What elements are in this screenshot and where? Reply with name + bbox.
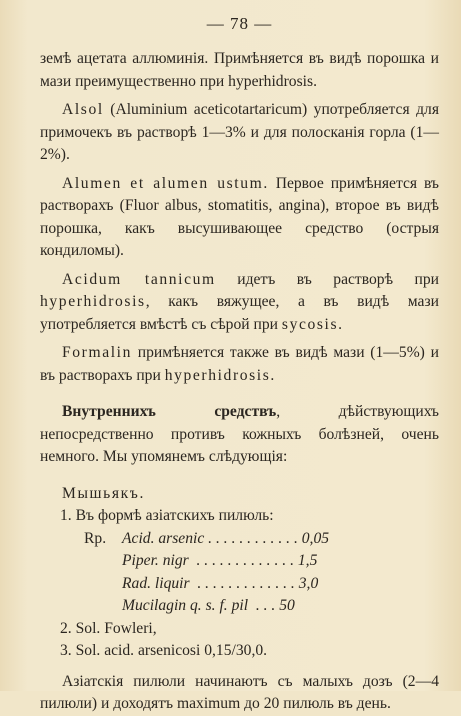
tannicum-text-b: , какъ вяжущее, а въ видѣ мази употребляется вмѣстѣ съ сѣрой при xyxy=(40,293,439,333)
list-item xyxy=(40,618,439,641)
arsenic-heading: Мышьякъ. xyxy=(62,484,145,502)
recipe-ingredient: Piper. nigr . . . . . . . . . . . . . xyxy=(122,552,294,569)
recipe-prefix-blank xyxy=(84,573,122,596)
internal-heading: Внутреннихъ средствъ xyxy=(62,403,277,420)
recipe-quantity: 3,0 xyxy=(298,574,319,592)
term-alsol: Alsol xyxy=(62,101,104,118)
list-number: 3. xyxy=(60,642,72,659)
term-hyperhidrosis: hyperhidrosis xyxy=(40,293,146,310)
arsenic-list-continued xyxy=(40,618,439,663)
term-alumen: Alumen et alumen ustum. xyxy=(62,174,269,192)
paragraph-alumen xyxy=(40,173,439,263)
term-tannicum: Acidum tannicum xyxy=(62,270,216,288)
recipe-row xyxy=(84,550,439,573)
recipe xyxy=(40,528,439,618)
recipe-quantity: 50 xyxy=(279,597,295,614)
recipe-prefix-blank xyxy=(84,595,122,618)
list-number: 2. xyxy=(60,619,72,637)
term-formalin: Formalin xyxy=(62,344,132,361)
paragraph-alsol xyxy=(40,99,439,167)
formalin-text: примѣняется также въ видѣ мази (1—5%) и въ растворахъ при xyxy=(40,344,439,384)
recipe-row xyxy=(84,573,439,596)
page-number: — 78 — xyxy=(206,14,273,33)
paragraph-last: Азіатскія пилюли начинаютъ съ малыхъ дозъ (2—4 пилюли) и доходятъ maximum до 20 пилюль въ день. xyxy=(40,672,439,712)
list-item xyxy=(40,505,439,528)
recipe-row xyxy=(84,595,439,618)
recipe-ingredient: Mucilagin q. s. f. pil . . . xyxy=(122,597,276,614)
paragraph-1: земѣ ацетата аллюминія. Примѣняется въ видѣ порошка и мази преимущественно при hyperhidrosis. xyxy=(40,50,439,90)
recipe-row xyxy=(84,528,439,551)
tannicum-text-a: идетъ въ растворѣ при xyxy=(215,270,440,288)
paragraph-internal xyxy=(40,401,439,469)
list-text: Sol. Fowleri, xyxy=(75,619,157,637)
recipe-ingredient: Rad. liquir . . . . . . . . . . . . . xyxy=(122,574,295,592)
alsol-text: (Aluminium aceticotartaricum) употребляется для примочекъ въ растворѣ 1—3% и для полосканія горла (1—2%). xyxy=(40,101,439,163)
list-text: Sol. acid. arsenicosi 0,15/30,0. xyxy=(75,642,268,659)
internal-text: , дѣйствующихъ непосредственно противъ кожныхъ болѣзней, очень немного. Мы упомянемъ слѣдующія: xyxy=(40,403,439,465)
term-sycosis: sycosis xyxy=(281,315,339,333)
tannicum-end: . xyxy=(338,315,343,333)
paragraph-tannicum xyxy=(40,269,439,337)
recipe-prefix: Rp. xyxy=(84,529,107,547)
list-text: Въ формѣ азіатскихъ пилюль: xyxy=(75,507,274,524)
list-item xyxy=(40,640,439,663)
arsenic-list xyxy=(40,505,439,528)
term-hyperhidrosis-2: hyperhidrosis xyxy=(164,366,271,384)
paragraph-formalin xyxy=(40,342,439,387)
formalin-end: . xyxy=(270,366,275,384)
alumen-text: Первое примѣняется въ растворахъ (Fluor albus, stomatitis, angina), второе въ видѣ порошка, какъ высушивающее средство (острыя кондиломы). xyxy=(40,174,439,259)
recipe-quantity: 1,5 xyxy=(297,552,318,569)
list-number: 1. xyxy=(60,507,72,524)
recipe-ingredient: Acid. arsenic . . . . . . . . . . . . xyxy=(122,529,298,547)
recipe-prefix-blank xyxy=(84,550,122,573)
recipe-quantity: 0,05 xyxy=(301,529,330,547)
